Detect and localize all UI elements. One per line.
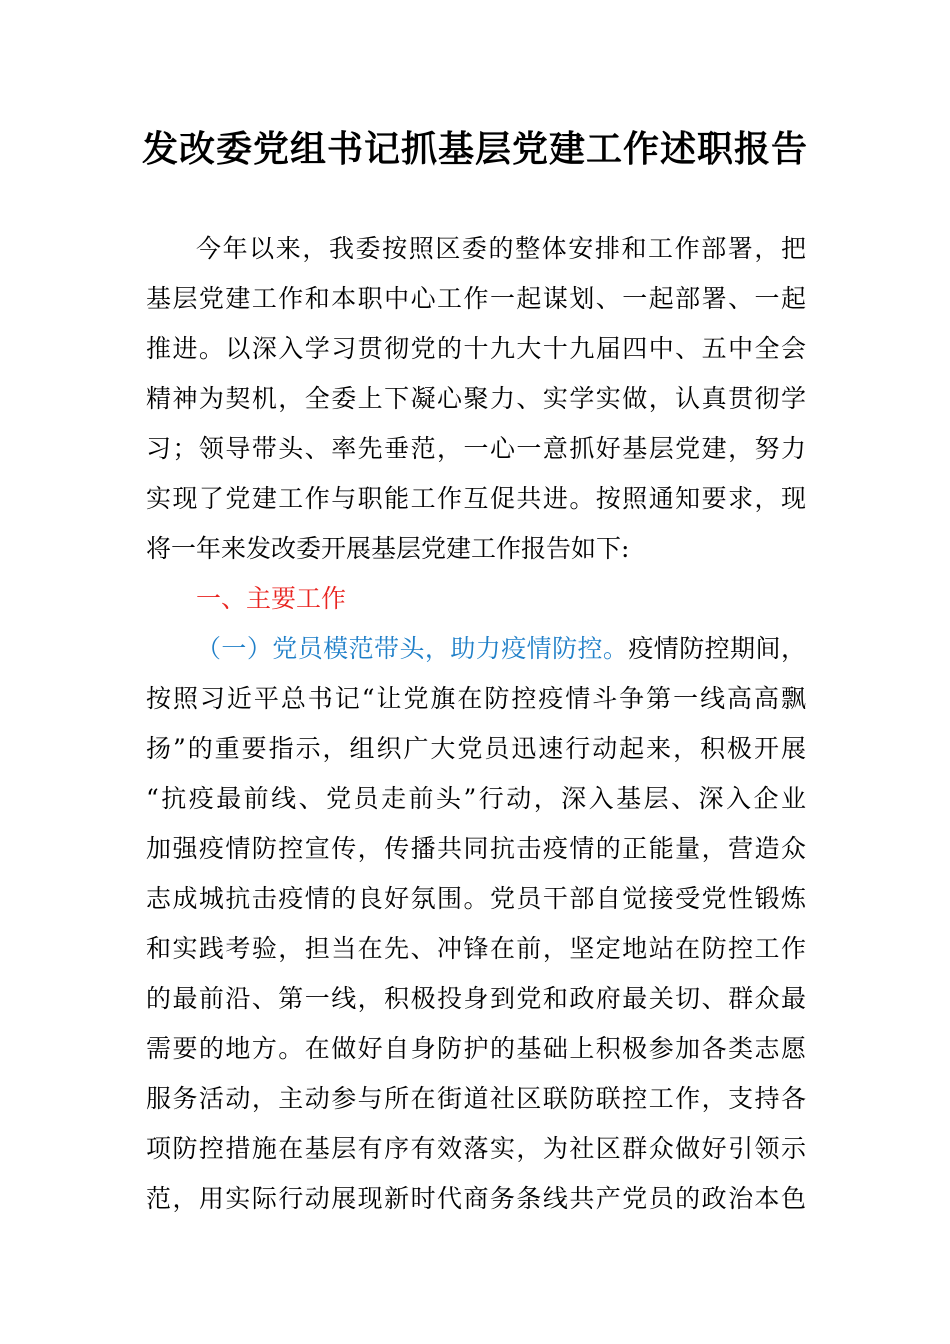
intro-line: 精神为契机，全委上下凝心聚力、实学实做，认真贯彻学 [146,384,806,413]
subsection-title: （一）党员模范带头，助力疫情防控。 [196,634,629,663]
body-line: 扬”的重要指示，组织广大党员迅速行动起来，积极开展 [146,734,806,763]
intro-line: 今年以来，我委按照区委的整体安排和工作部署，把 [196,234,806,263]
subsection-line-text: 疫情防控期间， [628,634,806,663]
section-heading: 一、主要工作 [196,584,347,613]
body-line: 按照习近平总书记“让党旗在防控疫情斗争第一线高高飘 [146,684,806,713]
body-line: 和实践考验，担当在先、冲锋在前，坚定地站在防控工作 [146,934,806,963]
body-line: 项防控措施在基层有序有效落实，为社区群众做好引领示 [146,1134,806,1163]
body-line: 志成城抗击疫情的良好氛围。党员干部自觉接受党性锻炼 [146,884,806,913]
body-line: “抗疫最前线、党员走前头”行动，深入基层、深入企业 [146,784,806,813]
body-line: 范，用实际行动展现新时代商务条线共产党员的政治本色 [146,1184,806,1213]
subsection-line [196,624,806,674]
document-title: 发改委党组书记抓基层党建工作述职报告 [141,128,808,170]
body-line: 加强疫情防控宣传，传播共同抗击疫情的正能量，营造众 [146,834,806,863]
intro-line: 实现了党建工作与职能工作互促共进。按照通知要求，现 [146,484,806,513]
body-line: 需要的地方。在做好自身防护的基础上积极参加各类志愿 [146,1034,806,1063]
intro-line: 推进。以深入学习贯彻党的十九大十九届四中、五中全会 [146,334,806,363]
intro-line: 基层党建工作和本职中心工作一起谋划、一起部署、一起 [146,284,806,313]
intro-line: 习；领导带头、率先垂范，一心一意抓好基层党建，努力 [146,434,806,463]
intro-line: 将一年来发改委开展基层党建工作报告如下: [146,534,630,563]
body-line: 服务活动，主动参与所在街道社区联防联控工作，支持各 [146,1084,806,1113]
body-line: 的最前沿、第一线，积极投身到党和政府最关切、群众最 [146,984,806,1013]
